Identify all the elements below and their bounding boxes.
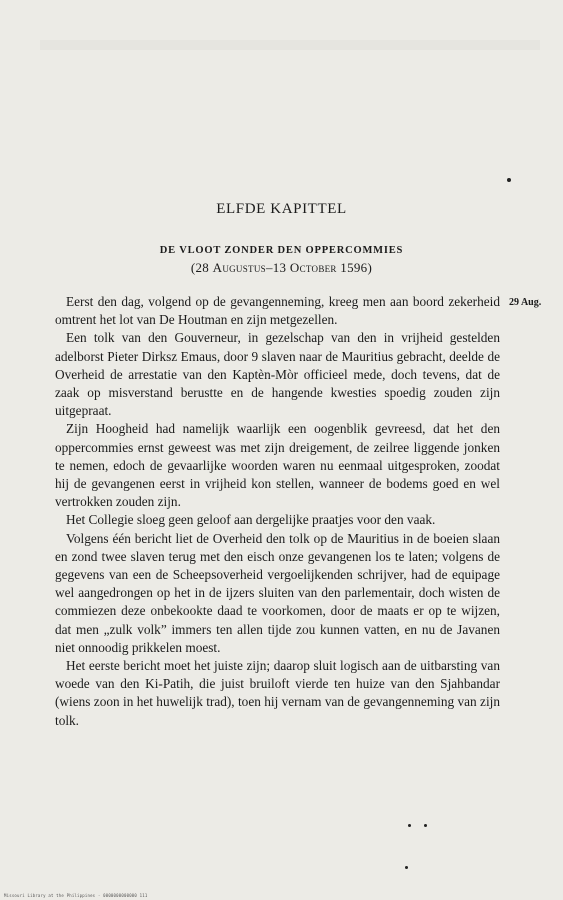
chapter-title: ELFDE KAPITTEL <box>216 201 347 217</box>
scan-footer: Missouri Library at the Philippines · 0000000000000 111 <box>4 893 148 898</box>
chapter-body <box>55 293 500 730</box>
paragraph: Het Collegie sloeg geen geloof aan dergelijke praatjes voor den vaak. <box>66 512 436 528</box>
paragraph: Eerst den dag, volgend op de gevangenneming, kreeg men aan boord zekerheid omtrent het lot van De Houtman en zijn metgezellen. <box>55 294 500 328</box>
ink-speck <box>405 866 408 869</box>
margin-date-note: 29 Aug. <box>509 297 542 308</box>
ink-speck <box>424 824 427 827</box>
date-close: 1596) <box>336 260 373 275</box>
date-mid: –13 <box>265 260 290 275</box>
chapter-date-range <box>0 260 563 276</box>
date-month-end: October <box>289 260 337 275</box>
paragraph: Het eerste bericht moet het juiste zijn; daarop sluit logisch aan de uitbarsting van woede van den Ki-Patih, die juist bruiloft vierde ten huize van den Sjahbandar (wiens zoon in het huwelijk trad), toen hij vernam van de gevangenneming van zijn tolk. <box>55 658 500 728</box>
ink-speck <box>408 824 411 827</box>
paragraph: Volgens één bericht liet de Overheid den tolk op de Mauritius in de boeien slaan en zond twee slaven terug met den eisch onze gevangenen los te laten; volgens de gegevens van een de Scheepsoverheid vergoelijkenden schrijver, had de equipage wel aangedrongen op het in de ijzers sluiten van den parlementair, doch wisten de commiezen deze onbekookte daad te voorkomen, door de maats er op te wijzen, dat men „zulk volk” immers ten allen tijde zou kunnen vatten, en nu de Javanen niet onnoodig prikkelen moest. <box>55 530 500 655</box>
paragraph: Zijn Hoogheid had namelijk waarlijk een oogenblik gevreesd, dat het den oppercommies ernst geweest was met zijn dreigement, de zeilree liggende jonken te nemen, edoch de gevaarlijke woorden waren nu eenmaal uitgesproken, zoodat hij de gevangenen eerst in vrijheid kon stellen, wanneer de bodems goed en wel vertrokken zouden zijn. <box>55 421 500 510</box>
bleed-through-band <box>40 40 540 50</box>
date-month-start: Augustus <box>212 260 266 275</box>
paragraph: Een tolk van den Gouverneur, in gezelschap van den in vrijheid gestelden adelborst Pieter Dirksz Emaus, door 9 slaven naar de Mauritius gebracht, deelde de Overheid de arrestatie van den Kaptèn-Mòr officieel mede, doch tevens, dat de zaak op misverstand berustte en de hangende kwesties spoedig zouden zijn uitgepraat. <box>55 330 500 419</box>
date-open: (28 <box>190 260 213 275</box>
chapter-subtitle: DE VLOOT ZONDER DEN OPPERCOMMIES <box>159 245 404 256</box>
ink-speck <box>507 178 511 182</box>
